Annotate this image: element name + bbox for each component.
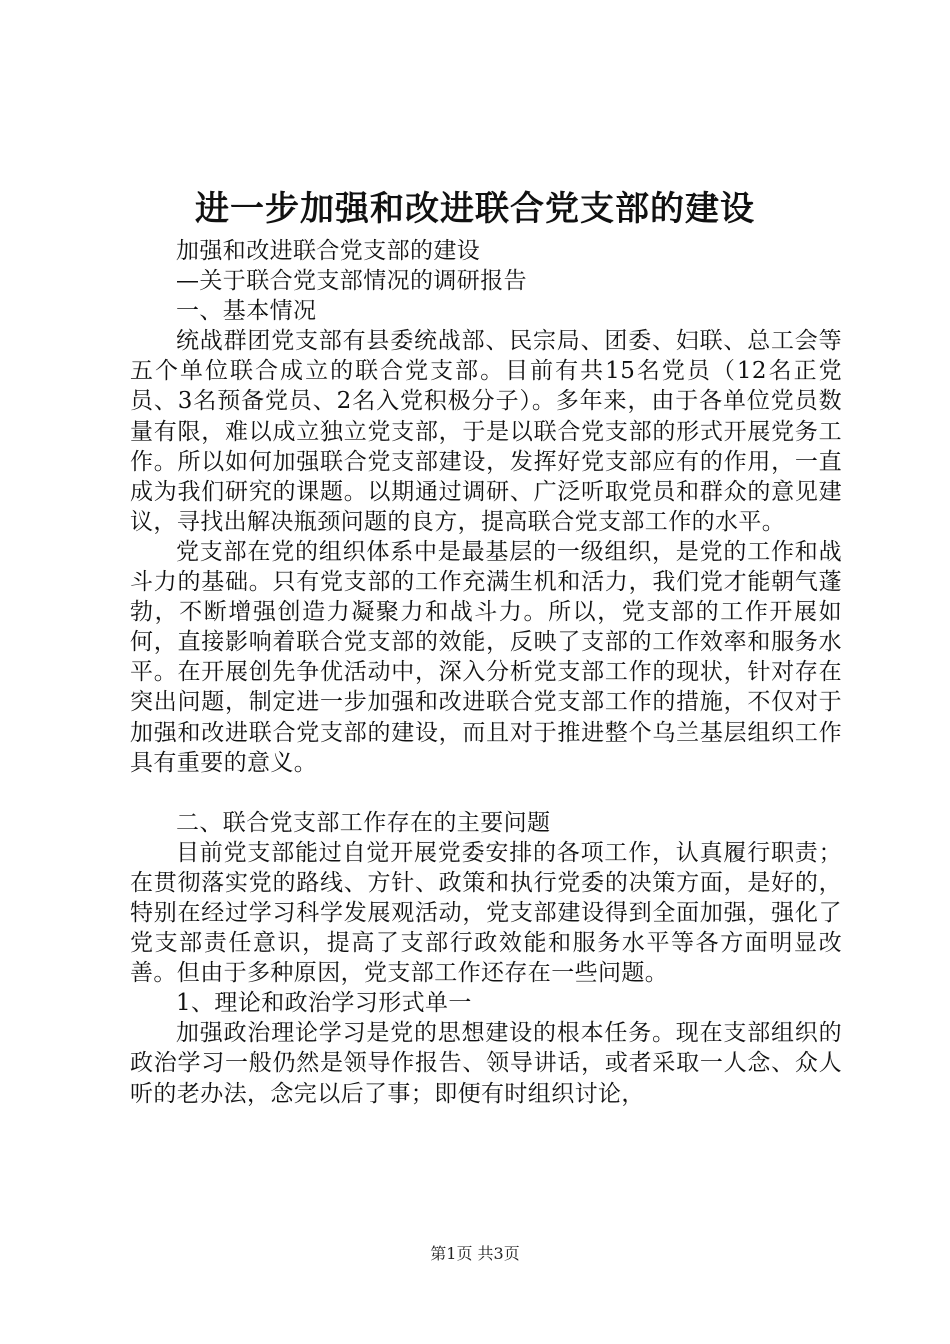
subtitle: 加强和改进联合党支部的建设 (176, 238, 481, 264)
paragraph: 目前党支部能过自觉开展党委安排的各项工作，认真履行职责；在贯彻落实党的路线、方针、政策和执行党委的决策方面，是好的，特别在经过学习科学发展观活动，党支部建设得到全面加强，强化了党支部责任意识，提高了支部行政效能和服务水平等各方面明显改善。但由于多种原因，党支部工作还存在一些问题。 (130, 839, 842, 987)
paragraph: 加强政治理论学习是党的思想建设的根本任务。现在支部组织的政治学习一般仍然是领导作报告、领导讲话，或者采取一人念、众人听的老办法，念完以后了事；即便有时组织讨论， (130, 1020, 842, 1107)
section-heading: 一、基本情况 (176, 298, 317, 325)
document-title: 进一步加强和改进联合党支部的建设 (195, 189, 755, 229)
document-body (130, 236, 842, 1109)
paragraph: 党支部在党的组织体系中是最基层的一级组织，是党的工作和战斗力的基础。只有党支部的工作充满生机和活力，我们党才能朝气蓬勃，不断增强创造力凝聚力和战斗力。所以，党支部的工作开展如何，直接影响着联合党支部的效能，反映了支部的工作效率和服务水平。在开展创先争优活动中，深入分析党支部工作的现状，针对存在突出问题，制定进一步加强和改进联合党支部工作的措施，不仅对于加强和改进联合党支部的建设，而且对于推进整个乌兰基层组织工作具有重要的意义。 (130, 538, 842, 776)
paragraph-gap (130, 778, 842, 808)
subheading: —关于联合党支部情况的调研报告 (176, 268, 527, 295)
section-heading: 二、联合党支部工作存在的主要问题 (176, 809, 551, 836)
item-heading: 1、理论和政治学习形式单一 (176, 990, 472, 1017)
paragraph: 统战群团党支部有县委统战部、民宗局、团委、妇联、总工会等五个单位联合成立的联合党支部。目前有共15名党员（12名正党员、3名预备党员、2名入党积极分子）。多年来，由于各单位党员数量有限，难以成立独立党支部，于是以联合党支部的形式开展党务工作。所以如何加强联合党支部建设，发挥好党支部应有的作用，一直成为我们研究的课题。以期通过调研、广泛听取党员和群众的意见建议，寻找出解决瓶颈问题的良方，提高联合党支部工作的水平。 (130, 328, 842, 535)
page-footer: 第1页 共3页 (430, 1244, 520, 1263)
